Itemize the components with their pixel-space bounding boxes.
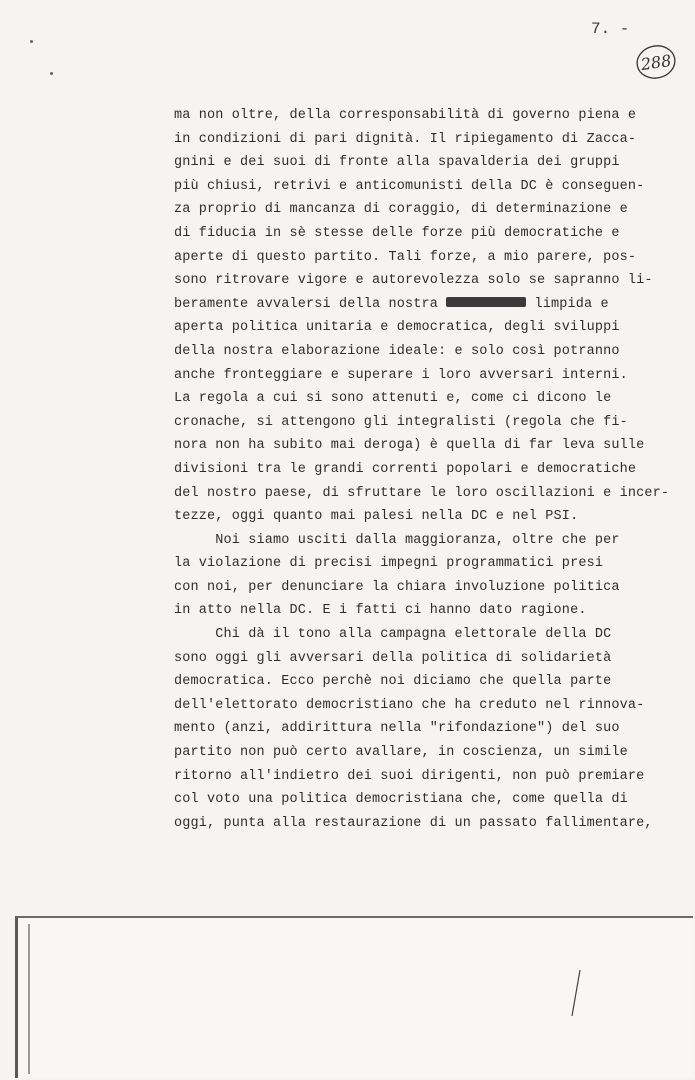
pen-mark — [566, 968, 586, 1018]
text-line: sono oggi gli avversari della politica di solidarietà — [174, 650, 612, 666]
text-line: tezze, oggi quanto mai palesi nella DC e nel PSI. — [174, 509, 579, 525]
text-line: za proprio di mancanza di coraggio, di determinazione e — [174, 202, 628, 218]
margin-dot — [30, 40, 33, 43]
text-line: aperta politica unitaria e democratica, degli sviluppi — [174, 320, 620, 336]
archive-stamp-number: 288 — [639, 50, 673, 75]
text-line — [174, 293, 654, 317]
text-line: nora non ha subito mai deroga) è quella di far leva sulle — [174, 438, 645, 454]
underlying-paper-edge — [15, 916, 693, 1078]
text-line: partito non può certo avallare, in coscienza, un simile — [174, 745, 628, 761]
text-line: ma non oltre, della corresponsabilità di governo piena e — [174, 108, 637, 123]
text-line: aperte di questo partito. Tali forze, a mio parere, pos- — [174, 249, 637, 265]
redaction-mark — [446, 297, 526, 307]
text-line: ritorno all'indietro dei suoi dirigenti, non può premiare — [174, 768, 645, 784]
body-text — [174, 104, 670, 835]
text-line-part: beramente avvalersi della nostra — [174, 296, 447, 312]
text-line: mento (anzi, addirittura nella "rifondazione") del suo — [174, 721, 620, 737]
text-line: in atto nella DC. E i fatti ci hanno dato ragione. — [174, 603, 587, 619]
archive-stamp — [634, 42, 678, 82]
text-line: democratica. Ecco perchè noi diciamo che quella parte — [174, 674, 612, 690]
text-line: Noi siamo usciti dalla maggioranza, oltre che per — [174, 532, 620, 548]
text-line: divisioni tra le grandi correnti popolari e democratiche — [174, 461, 637, 477]
text-line-part: limpida e — [526, 296, 609, 312]
text-line: gnini e dei suoi di fronte alla spavalderia dei gruppi — [174, 155, 620, 171]
text-line: col voto una politica democristiana che, come quella di — [174, 792, 628, 808]
text-line: in condizioni di pari dignità. Il ripiegamento di Zacca- — [174, 131, 637, 147]
margin-dot — [50, 72, 53, 75]
text-line: La regola a cui si sono attenuti e, come ci dicono le — [174, 391, 612, 407]
text-line: oggi, punta alla restaurazione di un passato fallimentare, — [174, 815, 653, 831]
text-line: della nostra elaborazione ideale: e solo così potranno — [174, 343, 620, 359]
text-line: la violazione di precisi impegni programmatici presi — [174, 556, 604, 572]
text-line: di fiducia in sè stesse delle forze più democratiche e — [174, 225, 620, 241]
text-line: dell'elettorato democristiano che ha creduto nel rinnova- — [174, 697, 645, 713]
text-line: cronache, si attengono gli integralisti (regola che fi- — [174, 414, 628, 430]
text-line: più chiusi, retrivi e anticomunisti della DC è conseguen- — [174, 178, 645, 194]
page-number: 7. - — [591, 20, 630, 38]
text-line: del nostro paese, di sfruttare le loro oscillazioni e incer- — [174, 485, 670, 501]
text-line: con noi, per denunciare la chiara involuzione politica — [174, 579, 620, 595]
text-line: Chi dà il tono alla campagna elettorale della DC — [174, 627, 612, 643]
text-line: sono ritrovare vigore e autorevolezza solo se sapranno li- — [174, 273, 653, 289]
text-line: anche fronteggiare e superare i loro avversari interni. — [174, 367, 628, 383]
